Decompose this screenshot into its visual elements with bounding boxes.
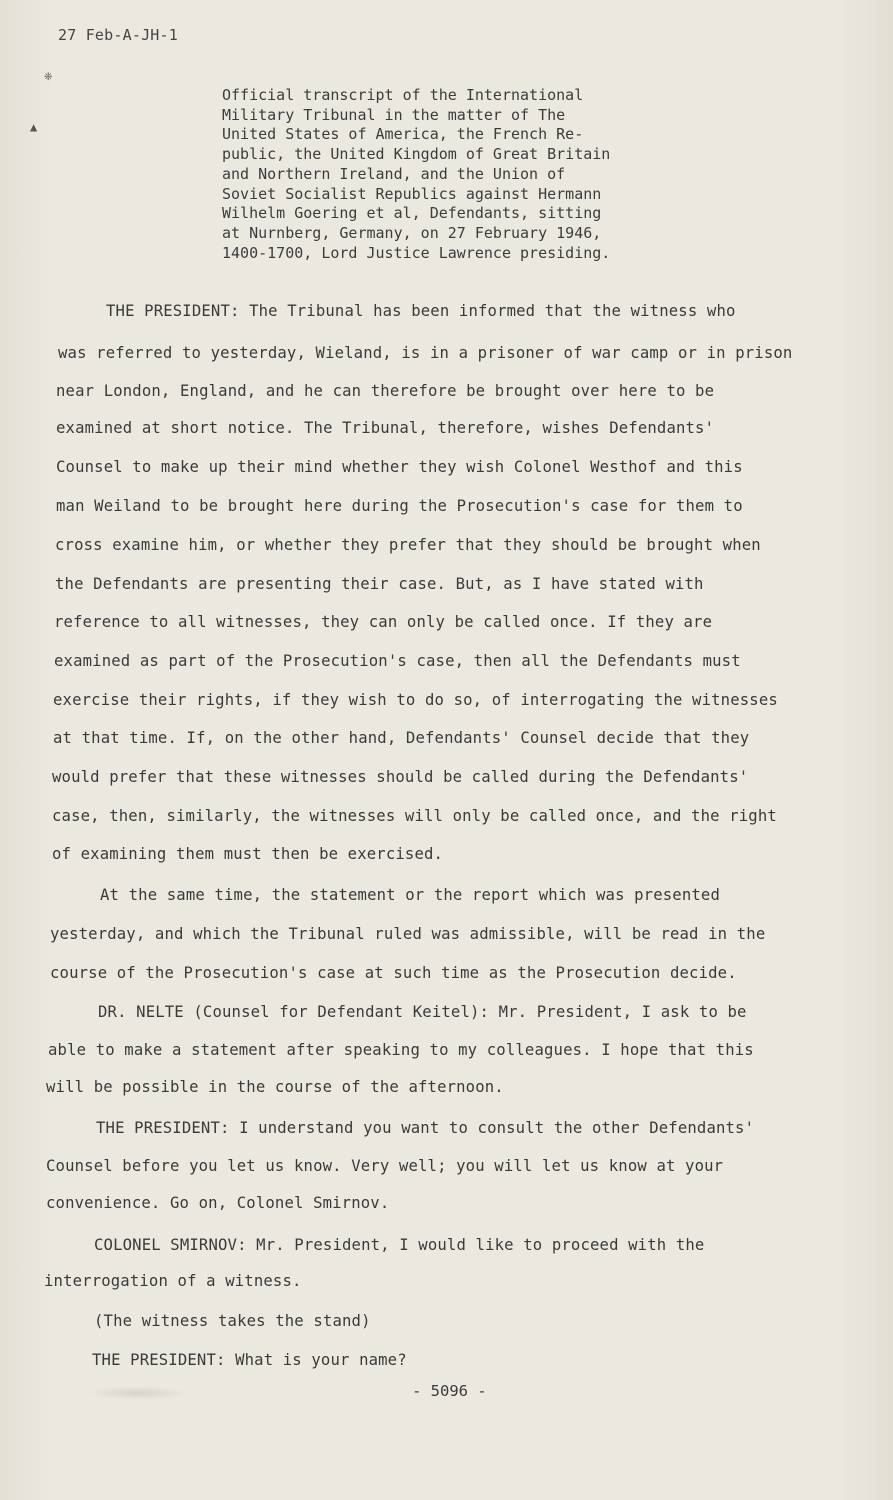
body-line: near London, England, and he can therefore be brought over here to be bbox=[56, 382, 715, 400]
body-line: course of the Prosecution's case at such time as the Prosecution decide. bbox=[50, 964, 737, 982]
body-line: THE PRESIDENT: The Tribunal has been informed that the witness who bbox=[106, 302, 736, 320]
heading-line: Military Tribunal in the matter of The bbox=[222, 105, 566, 124]
body-line: would prefer that these witnesses should be called during the Defendants' bbox=[52, 768, 749, 786]
body-line: cross examine him, or whether they prefer that they should be brought when bbox=[55, 536, 761, 554]
body-line: At the same time, the statement or the report which was presented bbox=[100, 886, 720, 904]
heading-line: at Nurnberg, Germany, on 27 February 1946, bbox=[222, 223, 602, 242]
page-number: - 5096 - bbox=[412, 1382, 487, 1400]
ink-speck-mark: ▲ bbox=[30, 120, 38, 134]
body-line: (The witness takes the stand) bbox=[94, 1312, 371, 1330]
body-line: of examining them must then be exercised. bbox=[52, 845, 444, 863]
body-line: able to make a statement after speaking to my colleagues. I hope that this bbox=[48, 1041, 754, 1059]
body-line: THE PRESIDENT: What is your name? bbox=[92, 1351, 407, 1369]
faded-ink-smudge bbox=[88, 1386, 188, 1400]
body-line: reference to all witnesses, they can only be called once. If they are bbox=[54, 613, 713, 631]
body-line: Counsel to make up their mind whether they wish Colonel Westhof and this bbox=[56, 458, 743, 476]
heading-line: 1400-1700, Lord Justice Lawrence presiding. bbox=[222, 243, 611, 262]
body-line: THE PRESIDENT: I understand you want to consult the other Defendants' bbox=[96, 1119, 755, 1137]
body-line: case, then, similarly, the witnesses will only be called once, and the right bbox=[52, 807, 777, 825]
body-line: the Defendants are presenting their case. But, as I have stated with bbox=[55, 575, 704, 593]
heading-line: Wilhelm Goering et al, Defendants, sitting bbox=[222, 204, 602, 223]
heading-line: and Northern Ireland, and the Union of bbox=[222, 164, 566, 183]
body-line: man Weiland to be brought here during the Prosecution's case for them to bbox=[56, 497, 743, 515]
body-line: exercise their rights, if they wish to do so, of interrogating the witnesses bbox=[53, 691, 778, 709]
body-line: at that time. If, on the other hand, Defendants' Counsel decide that they bbox=[53, 729, 750, 747]
body-line: Counsel before you let us know. Very well; you will let us know at your bbox=[46, 1157, 724, 1175]
body-line: convenience. Go on, Colonel Smirnov. bbox=[46, 1194, 390, 1212]
body-line: was referred to yesterday, Wieland, is in a prisoner of war camp or in prison bbox=[58, 344, 793, 362]
heading-line: public, the United Kingdom of Great Britain bbox=[222, 145, 611, 164]
body-line: examined as part of the Prosecution's case, then all the Defendants must bbox=[54, 652, 741, 670]
heading-line: Soviet Socialist Republics against Hermann bbox=[222, 184, 602, 203]
ink-speck-mark: ❈ bbox=[44, 68, 53, 84]
body-line: examined at short notice. The Tribunal, therefore, wishes Defendants' bbox=[56, 419, 715, 437]
body-line: COLONEL SMIRNOV: Mr. President, I would like to proceed with the bbox=[94, 1236, 705, 1254]
body-line: DR. NELTE (Counsel for Defendant Keitel): Mr. President, I ask to be bbox=[98, 1003, 747, 1021]
page-identifier: 27 Feb-A-JH-1 bbox=[58, 26, 178, 44]
body-line: will be possible in the course of the afternoon. bbox=[46, 1078, 504, 1096]
body-line: interrogation of a witness. bbox=[44, 1272, 302, 1290]
body-line: yesterday, and which the Tribunal ruled was admissible, will be read in the bbox=[50, 925, 766, 943]
heading-line: Official transcript of the International bbox=[222, 86, 584, 104]
heading-line: United States of America, the French Re- bbox=[222, 125, 584, 144]
